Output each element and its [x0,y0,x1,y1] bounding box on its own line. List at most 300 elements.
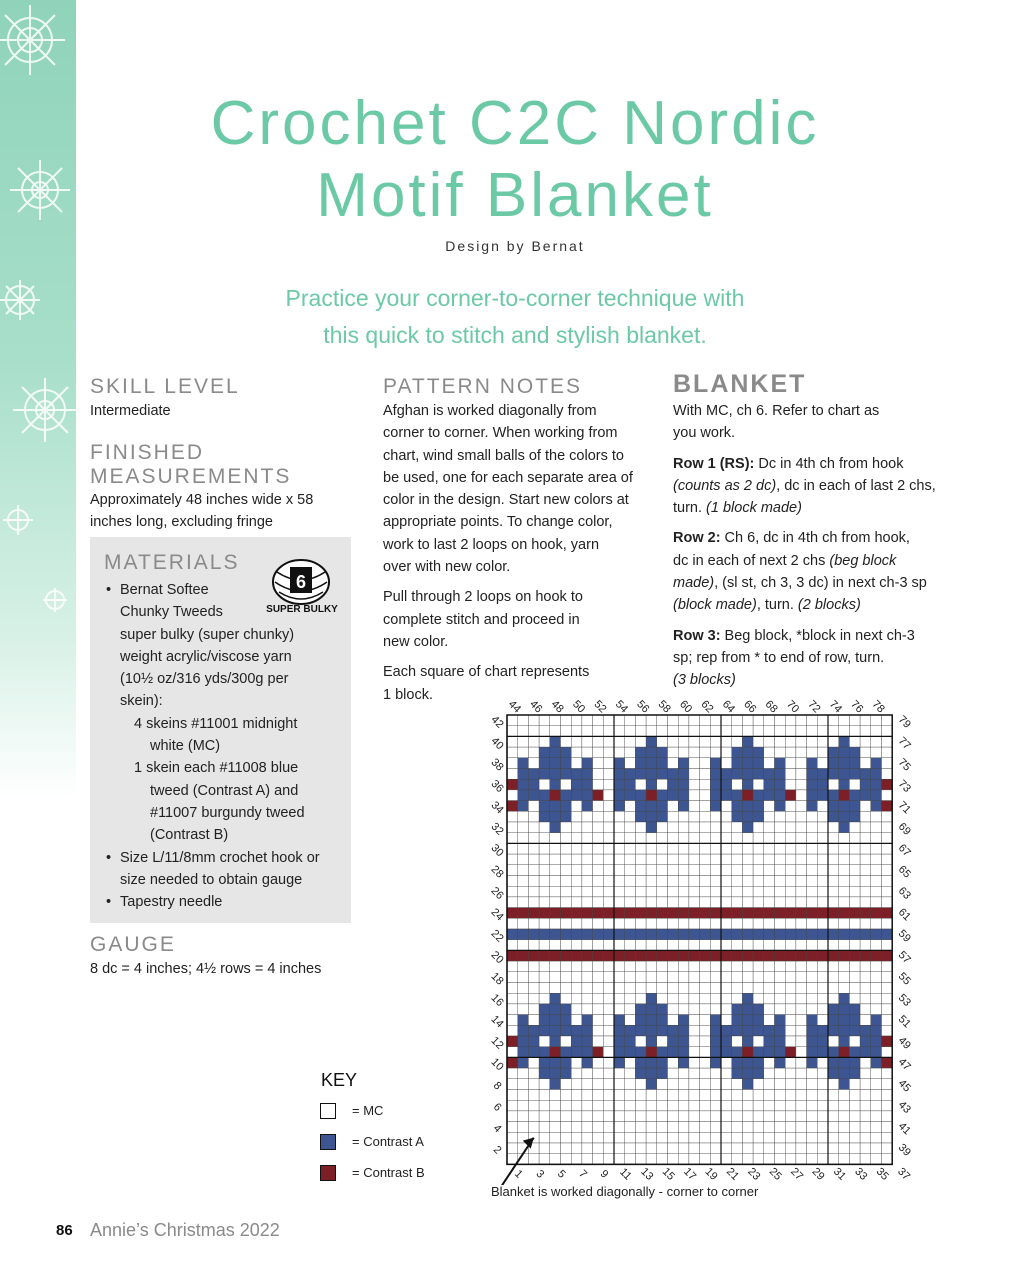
chart-tick-label: 10 [488,1056,506,1074]
chart-cell [550,779,561,790]
chart-cell [839,1132,850,1143]
chart-cell [775,897,786,908]
chart-cell [657,1122,668,1133]
chart-cell [849,769,860,780]
chart-cell [646,1057,657,1068]
chart-cell [539,715,550,726]
chart-cell [753,769,764,780]
chart-cell [700,1068,711,1079]
chart-cell [839,972,850,983]
publication-name: Annie’s Christmas 2022 [90,1220,280,1240]
chart-cell [764,929,775,940]
chart-cell [668,897,679,908]
chart-cell [678,1100,689,1111]
chart-cell [571,1090,582,1101]
chart-cell [839,918,850,929]
chart-cell [860,1057,871,1068]
gauge-heading: GAUGE [90,933,176,956]
chart-cell [582,897,593,908]
chart-cell [582,1079,593,1090]
key-label: = Contrast B [352,1165,425,1180]
chart-cell [646,822,657,833]
chart-cell [871,1036,882,1047]
chart-cell [764,1004,775,1015]
chart-cell [561,1132,572,1143]
chart-cell [849,747,860,758]
notes-paragraph-2 [383,586,663,653]
chart-cell [700,972,711,983]
chart-cell [603,940,614,951]
chart-cell [614,983,625,994]
chart-cell [710,1004,721,1015]
chart-cell [775,1143,786,1154]
chart-tick-label: 9 [597,1167,611,1181]
chart-cell [700,1004,711,1015]
chart-cell [710,822,721,833]
chart-cell [528,833,539,844]
chart-cell [625,1122,636,1133]
chart-cell [775,801,786,812]
chart-cell [550,854,561,865]
chart-cell [753,908,764,919]
chart-cell [614,865,625,876]
chart-cell [796,897,807,908]
chart-cell [550,950,561,961]
chart-tick-label: 28 [488,863,506,881]
chart-cell [571,886,582,897]
chart-cell [582,1004,593,1015]
chart-cell [807,961,818,972]
chart-cell [657,779,668,790]
chart-cell [571,983,582,994]
chart-cell [828,983,839,994]
chart-cell [582,1015,593,1026]
chart-cell [625,1057,636,1068]
chart-cell [614,950,625,961]
chart-cell [539,726,550,737]
chart-cell [625,897,636,908]
chart-cell [700,843,711,854]
chart-cell [561,822,572,833]
chart-cell [817,993,828,1004]
chart-cell [882,929,893,940]
chart-cell [807,1068,818,1079]
chart-cell [625,1025,636,1036]
chart-cell [764,726,775,737]
chart-cell [550,715,561,726]
chart-cell [603,801,614,812]
chart-cell [721,1036,732,1047]
chart-cell [678,1068,689,1079]
chart-cell [689,715,700,726]
chart-cell [668,747,679,758]
chart-cell [785,1036,796,1047]
chart-cell [507,1122,518,1133]
chart-cell [849,940,860,951]
chart-cell [742,1004,753,1015]
chart-cell [764,758,775,769]
chart-cell [593,908,604,919]
chart-cell [871,801,882,812]
chart-cell [668,1057,679,1068]
chart-cell [668,843,679,854]
chart-caption: Blanket is worked diagonally - corner to corner [491,1184,759,1199]
chart-tick-label: 40 [488,735,506,753]
chart-cell [839,769,850,780]
chart-cell [849,790,860,801]
chart-cell [614,886,625,897]
chart-tick-label: 79 [895,713,913,731]
chart-cell [518,715,529,726]
chart-tick-label: 32 [488,820,506,838]
chart-cell [817,1068,828,1079]
chart-cell [571,929,582,940]
chart-cell [625,715,636,726]
chart-cell [561,897,572,908]
chart-cell [550,747,561,758]
chart-cell [603,1079,614,1090]
chart-cell [539,758,550,769]
chart-cell [571,1004,582,1015]
chart-cell [764,715,775,726]
chart-cell [710,1025,721,1036]
chart-tick-label: 61 [895,906,913,924]
chart-cell [646,726,657,737]
chart-cell [796,822,807,833]
key-title: KEY [321,1070,358,1090]
chart-cell [550,769,561,780]
chart-cell [785,1111,796,1122]
chart-cell [796,1004,807,1015]
chart-cell [550,822,561,833]
chart-cell [668,983,679,994]
chart-cell [635,854,646,865]
chart-cell [625,843,636,854]
chart-cell [657,790,668,801]
chart-cell [518,1057,529,1068]
chart-cell [689,747,700,758]
chart-cell [571,1111,582,1122]
chart-cell [860,769,871,780]
chart-cell [635,929,646,940]
chart-cell [507,1015,518,1026]
chart-cell [528,908,539,919]
chart-cell [668,918,679,929]
chart-cell [561,1057,572,1068]
chart-cell [882,983,893,994]
chart-cell [710,886,721,897]
chart-cell [732,726,743,737]
chart-cell [635,1079,646,1090]
chart-cell [539,854,550,865]
chart-cell [539,736,550,747]
chart-cell [882,843,893,854]
chart-tick-label: 58 [655,698,673,716]
chart-cell [721,1079,732,1090]
chart-cell [635,1047,646,1058]
chart-cell [635,736,646,747]
chart-cell [796,801,807,812]
chart-cell [882,876,893,887]
chart-cell [528,726,539,737]
chart-tick-label: 13 [638,1165,656,1183]
chart-cell [732,1100,743,1111]
chart-cell [764,1057,775,1068]
chart-cell [775,779,786,790]
chart-cell [635,886,646,897]
chart-cell [668,1025,679,1036]
chart-cell [871,876,882,887]
chart-cell [582,769,593,780]
chart-cell [614,918,625,929]
chart-cell [742,854,753,865]
chart-cell [742,1100,753,1111]
chart-cell [828,1079,839,1090]
chart-cell [849,811,860,822]
chart-cell [732,822,743,833]
chart-cell [817,1143,828,1154]
chart-cell [507,726,518,737]
chart-cell [828,1004,839,1015]
chart-cell [700,854,711,865]
chart-cell [571,1122,582,1133]
chart-cell [507,1068,518,1079]
materials-line: skein): [120,693,163,710]
chart-cell [528,769,539,780]
materials-line: • Bernat Softee [104,579,346,601]
chart-cell [625,1100,636,1111]
chart-cell [753,747,764,758]
chart-cell [700,886,711,897]
chart-cell [828,908,839,919]
chart-cell [839,1122,850,1133]
chart-cell [807,1047,818,1058]
chart-cell [625,790,636,801]
chart-cell [518,747,529,758]
chart-cell [742,769,753,780]
chart-cell [775,736,786,747]
chart-cell [689,801,700,812]
chart-cell [732,790,743,801]
chart-cell [839,1025,850,1036]
materials-line: size needed to obtain gauge [120,871,303,888]
chart-cell [646,929,657,940]
chart-cell [882,865,893,876]
chart-cell [764,736,775,747]
chart-cell [732,833,743,844]
chart-cell [839,865,850,876]
designer-byline: Design by Bernat [445,238,585,254]
chart-cell [518,811,529,822]
chart-cell [775,972,786,983]
chart-cell [817,715,828,726]
chart-cell [561,736,572,747]
chart-cell [785,929,796,940]
chart-cell [689,1079,700,1090]
chart-cell [539,1111,550,1122]
chart-cell [689,1047,700,1058]
chart-cell [710,1122,721,1133]
chart-cell [528,758,539,769]
chart-cell [721,715,732,726]
chart-cell [839,908,850,919]
chart-cell [582,790,593,801]
chart-cell [582,950,593,961]
chart-cell [528,1004,539,1015]
chart-cell [849,1122,860,1133]
chart-cell [571,1154,582,1165]
chart-cell [817,758,828,769]
chart-cell [775,918,786,929]
chart-cell [732,961,743,972]
chart-cell [689,940,700,951]
chart-cell [582,972,593,983]
chart-cell [710,854,721,865]
chart-cell [614,1100,625,1111]
chart-cell [860,736,871,747]
chart-cell [582,854,593,865]
chart-cell [807,1015,818,1026]
chart-cell [614,758,625,769]
chart-cell [732,929,743,940]
chart-cell [839,779,850,790]
chart-cell [582,801,593,812]
chart-cell [710,1154,721,1165]
chart-tick-label: 34 [488,799,506,817]
chart-cell [657,918,668,929]
chart-cell [828,961,839,972]
chart-cell [871,1100,882,1111]
chart-cell [657,843,668,854]
chart-cell [882,811,893,822]
chart-cell [646,940,657,951]
chart-cell [689,886,700,897]
chart-cell [721,811,732,822]
chart-cell [678,1025,689,1036]
chart-cell [571,876,582,887]
materials-line: 1 skein each #11008 blue [134,760,299,777]
chart-cell [785,993,796,1004]
chart-cell [775,908,786,919]
chart-cell [614,833,625,844]
chart-tick-label: 41 [895,1120,913,1138]
chart-tick-label: 4 [490,1122,504,1136]
chart-cell [882,758,893,769]
chart-cell [614,1143,625,1154]
chart-cell [657,801,668,812]
chart-cell [657,1057,668,1068]
chart-cell [753,822,764,833]
chart-cell [625,747,636,758]
chart-cell [646,1143,657,1154]
chart-cell [593,1090,604,1101]
chart-cell [732,972,743,983]
chart-cell [882,715,893,726]
chart-cell [561,1090,572,1101]
chart-cell [742,940,753,951]
chart-cell [539,1079,550,1090]
chart-cell [668,1015,679,1026]
chart-cell [635,1068,646,1079]
chart-cell [593,769,604,780]
chart-cell [646,1122,657,1133]
chart-cell [796,726,807,737]
chart-cell [796,1015,807,1026]
chart-cell [528,1111,539,1122]
chart-cell [678,811,689,822]
chart-cell [539,993,550,1004]
chart-cell [603,918,614,929]
chart-tick-label: 21 [723,1165,742,1183]
chart-cell [882,1100,893,1111]
chart-cell [700,961,711,972]
chart-cell [732,1015,743,1026]
chart-cell [657,1047,668,1058]
chart-cell [571,1068,582,1079]
chart-cell [710,972,721,983]
notes-line: work to last 2 loops on hook, yarn [383,536,600,553]
chart-cell [539,1154,550,1165]
chart-cell [871,1154,882,1165]
chart-cell [796,1057,807,1068]
chart-cell [646,1068,657,1079]
chart-cell [742,908,753,919]
chart-cell [764,1047,775,1058]
chart-cell [550,1111,561,1122]
chart-cell [593,1079,604,1090]
chart-cell [625,918,636,929]
chart-cell [732,1004,743,1015]
chart-cell [603,843,614,854]
chart-cell [796,1047,807,1058]
chart-cell [839,811,850,822]
chart-cell [721,1025,732,1036]
chart-cell [668,769,679,780]
chart-cell [807,779,818,790]
chart-cell [678,854,689,865]
chart-cell [817,876,828,887]
chart-cell [732,801,743,812]
chart-cell [507,972,518,983]
chart-cell [678,1057,689,1068]
materials-list [104,579,346,913]
chart-cell [689,897,700,908]
chart-cell [603,908,614,919]
chart-cell [796,950,807,961]
row-2-label: Row 2: [673,530,721,547]
chart-cell [603,854,614,865]
chart-cell [603,950,614,961]
chart-cell [700,1143,711,1154]
chart-cell [518,833,529,844]
chart-cell [764,897,775,908]
chart-cell [614,779,625,790]
chart-cell [668,779,679,790]
chart-cell [882,833,893,844]
chart-cell [668,961,679,972]
chart-cell [817,1132,828,1143]
chart-cell [689,993,700,1004]
chart-cell [871,736,882,747]
chart-cell [871,779,882,790]
chart-cell [678,961,689,972]
chart-cell [721,1132,732,1143]
chart-cell [700,811,711,822]
chart-cell [614,1122,625,1133]
chart-cell [603,929,614,940]
chart-cell [817,897,828,908]
chart-cell [828,950,839,961]
